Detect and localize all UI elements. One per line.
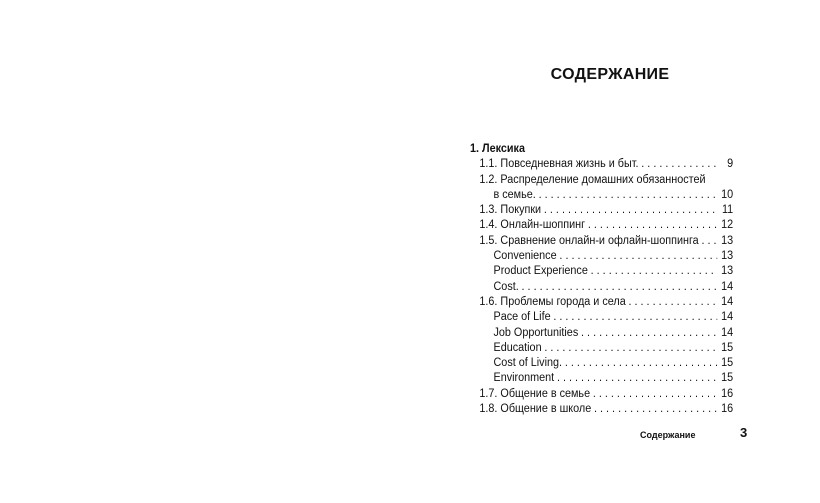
toc-entry[interactable]	[470, 218, 733, 233]
toc-entry-page: 15	[721, 341, 734, 354]
toc-section-title: 1. Лексика	[470, 143, 525, 155]
toc-dot-leader	[539, 188, 718, 203]
toc-entry-page: 14	[721, 311, 734, 324]
toc-dot-leader	[557, 371, 717, 386]
toc-entry-label: Cost.	[493, 280, 519, 293]
toc-entry-label: Convenience	[493, 250, 557, 263]
toc-entry[interactable]	[470, 157, 733, 172]
toc-entry[interactable]	[470, 234, 733, 249]
toc-entry-page: 9	[727, 158, 734, 171]
toc-entry-page: 16	[721, 403, 734, 416]
toc-dot-leader	[581, 326, 717, 341]
toc-entry-page: 14	[721, 295, 734, 308]
toc-entry-label: Environment	[493, 372, 555, 385]
toc-dot-leader	[593, 387, 717, 402]
toc-entry[interactable]	[470, 280, 733, 295]
toc-dot-leader	[559, 249, 717, 264]
toc-entry-label: Cost of Living.	[493, 357, 563, 370]
toc-dot-leader	[641, 157, 717, 172]
toc-entry-label: 1.8. Общение в школе	[479, 403, 592, 416]
toc-entry-page: 11	[721, 204, 734, 217]
toc-entry-page: 15	[721, 357, 734, 370]
toc-entry[interactable]	[470, 402, 733, 417]
toc-dot-leader	[591, 264, 718, 279]
toc-entry[interactable]	[470, 326, 733, 341]
toc-entry[interactable]	[470, 356, 733, 371]
toc-entry-label: Education	[493, 341, 542, 354]
toc-dot-leader	[544, 341, 717, 356]
toc-entry[interactable]	[470, 371, 733, 386]
toc-entry[interactable]	[470, 264, 733, 279]
toc-entry[interactable]	[470, 310, 733, 325]
toc-dot-leader	[522, 280, 718, 295]
toc-entry-label: Job Opportunities	[493, 326, 579, 339]
running-footer-label: Содержание	[640, 430, 696, 440]
toc-dot-leader	[544, 203, 717, 218]
page-title: СОДЕРЖАНИЕ	[550, 66, 670, 83]
toc-dot-leader	[702, 234, 718, 249]
toc-entry-page: 12	[721, 219, 734, 232]
toc-entry-page: 13	[721, 265, 734, 278]
toc-dot-leader	[565, 356, 717, 371]
toc-dot-leader	[594, 402, 717, 417]
toc-entry-label: 1.2. Распределение домашних обязанностей	[479, 173, 706, 186]
toc-entry[interactable]	[470, 249, 733, 264]
table-of-contents	[470, 142, 733, 417]
toc-entry-label: Pace of Life	[493, 311, 551, 324]
toc-dot-leader	[553, 310, 717, 325]
toc-dot-leader	[629, 295, 718, 310]
page-number: 3	[740, 425, 748, 440]
toc-entry-label: 1.3. Покупки	[479, 204, 542, 217]
toc-entry-label: 1.7. Общение в семье	[479, 387, 591, 400]
toc-entry-page: 15	[721, 372, 734, 385]
toc-entry-label: 1.6. Проблемы города и села	[479, 295, 626, 308]
toc-entry-page: 13	[721, 250, 734, 263]
toc-entry[interactable]	[470, 387, 733, 402]
toc-entry-page: 10	[721, 188, 734, 201]
toc-entry-page: 16	[721, 387, 734, 400]
toc-entry-label: 1.5. Сравнение онлайн-и офлайн-шоппинга	[479, 234, 699, 247]
toc-entry[interactable]	[470, 295, 733, 310]
toc-entry-label: 1.1. Повседневная жизнь и быт.	[479, 158, 639, 171]
toc-entry-page: 13	[721, 234, 734, 247]
toc-entry-page: 14	[721, 326, 734, 339]
toc-entry[interactable]	[470, 173, 733, 188]
toc-entry-label: Product Experience	[493, 265, 588, 278]
toc-entry[interactable]	[470, 341, 733, 356]
toc-entry[interactable]	[470, 188, 733, 203]
toc-entry-label: в семье.	[493, 188, 536, 201]
toc-entry-label: 1.4. Онлайн-шоппинг	[479, 219, 586, 232]
toc-entry-page: 14	[721, 280, 734, 293]
toc-dot-leader	[588, 218, 717, 233]
toc-entry[interactable]	[470, 203, 733, 218]
